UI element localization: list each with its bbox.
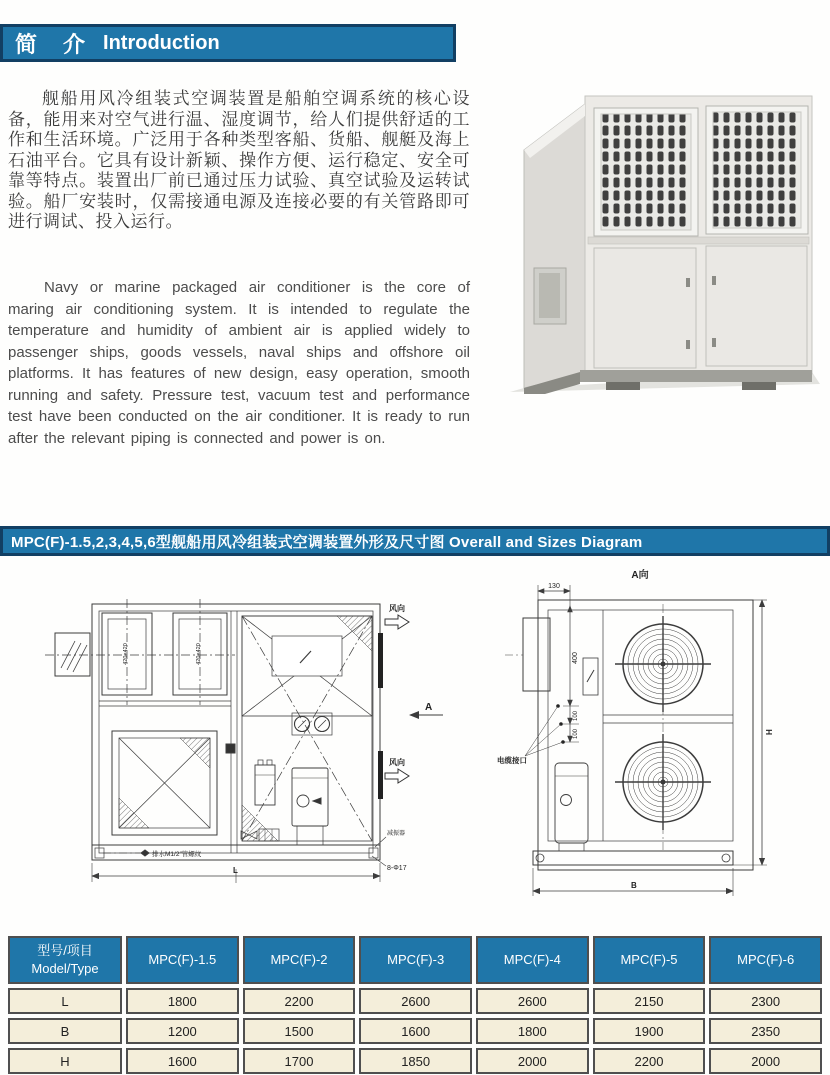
table-cell: 1200 [126, 1018, 239, 1044]
width-dim-label: B [631, 881, 637, 890]
length-dim-label: L [233, 866, 238, 875]
side-opening-inner [539, 273, 560, 318]
cabinet-base [580, 370, 812, 382]
svg-text:风向: 风向 [389, 758, 405, 767]
wind-direction-top [385, 603, 409, 629]
dim-100: 100 [573, 728, 579, 740]
grille-slots-left [601, 114, 691, 230]
table-cell: 1900 [593, 1018, 706, 1044]
view-a-title: A向 [631, 570, 649, 581]
door-handle [686, 278, 690, 287]
table-cell: 1600 [359, 1018, 472, 1044]
svg-text:风向: 风向 [389, 604, 405, 613]
table-cell: 2200 [243, 988, 356, 1014]
intro-paragraph-zh: 舰船用风冷组装式空调装置是船舶空调系统的核心设备，能用来对空气进行温、湿度调节，给人们提供舒适的工作和生活环境。广泛用于各种类型客船、货船、舰艇及海上石油平台。它具有设计新颖、操作方便、运行稳定、安全可靠等特点。装置出厂前已通过压力试验、真空试验及运转试验。船厂安装时，仅需接通电源及连接必要的有关管路即可进行调试、投入运行。 [8, 89, 470, 231]
product-photo [490, 72, 822, 394]
table-header-col: MPC(F)-4 [476, 936, 589, 984]
cabinet-foot [742, 382, 776, 390]
grille-slots-right [713, 112, 801, 228]
table-cell: 1500 [243, 1018, 356, 1044]
table-header-col: MPC(F)-3 [359, 936, 472, 984]
table-header-model-zh: 型号/项目 [37, 943, 93, 959]
table-cell: 2300 [709, 988, 822, 1014]
table-header-model [8, 936, 122, 984]
table-cell: 1600 [126, 1048, 239, 1074]
table-row-label: L [8, 988, 122, 1014]
table-cell: 2350 [709, 1018, 822, 1044]
table-cell: 2600 [476, 988, 589, 1014]
spec-table [8, 936, 822, 1074]
dim-100: 100 [573, 710, 579, 722]
door-handle [712, 276, 716, 285]
table-header-model-en: Model/Type [31, 961, 99, 976]
wind-arrow-icon [385, 615, 409, 629]
door-left [594, 248, 696, 368]
wind-arrow-icon [385, 769, 409, 783]
view-a-label: A [425, 702, 433, 713]
table-header-col: MPC(F)-6 [709, 936, 822, 984]
intro-paragraph-en: Navy or marine packaged air conditioner is the core of maring air conditioning system. It is intended to regulate the temperature and humidity of ambient air is applied widely to passenger ships, goods vessels, naval ships and offshore oil platforms. It has features of new design, easy operation, smooth running and safety. Pressure test, vacuum test and performance test have been conducted on the air conditioner. It is ready to run after the relevant piping is connected and power is on. [8, 279, 470, 447]
table-cell: 1700 [243, 1048, 356, 1074]
panel-size-label: 420×420 [123, 643, 129, 665]
divider-clamp [226, 744, 235, 753]
table-cell: 2600 [359, 988, 472, 1014]
cable-port-label: 电缆接口 [497, 756, 527, 765]
intro-title-zh: 简 介 [15, 31, 88, 57]
height-dim-label: H [765, 729, 774, 735]
intro-title-en: Introduction [103, 31, 220, 54]
intro-section-header [0, 24, 456, 62]
holes-label: 8-Φ17 [387, 865, 407, 872]
side-view-diagram [495, 560, 825, 912]
table-cell: 1800 [126, 988, 239, 1014]
table-header-col: MPC(F)-1.5 [126, 936, 239, 984]
table-header-col: MPC(F)-2 [243, 936, 356, 984]
table-cell: 2150 [593, 988, 706, 1014]
door-handle [712, 338, 716, 347]
panel-size-label: 420×420 [196, 643, 202, 665]
wind-direction-bottom [385, 757, 409, 783]
table-row-label: H [8, 1048, 122, 1074]
table-header-col: MPC(F)-5 [593, 936, 706, 984]
table-row-label: B [8, 1018, 122, 1044]
door-handle [686, 340, 690, 349]
table-cell: 1850 [359, 1048, 472, 1074]
drain-label: 排水M1/2″管螺纹 [152, 851, 202, 858]
cabinet-foot [606, 382, 640, 390]
table-cell: 1800 [476, 1018, 589, 1044]
cabinet-mid-rail [588, 237, 809, 244]
dim-130: 130 [548, 583, 560, 590]
sizes-section-header [0, 526, 830, 556]
dim-400: 400 [572, 652, 579, 664]
damper-label: 减振器 [387, 831, 406, 837]
door-right [706, 246, 807, 366]
table-cell: 2200 [593, 1048, 706, 1074]
table-cell: 2000 [709, 1048, 822, 1074]
front-view-diagram [45, 573, 445, 911]
sizes-title: MPC(F)-1.5,2,3,4,5,6型舰船用风冷组装式空调装置外形及尺寸图 Overall and Sizes Diagram [11, 533, 643, 551]
table-cell: 2000 [476, 1048, 589, 1074]
